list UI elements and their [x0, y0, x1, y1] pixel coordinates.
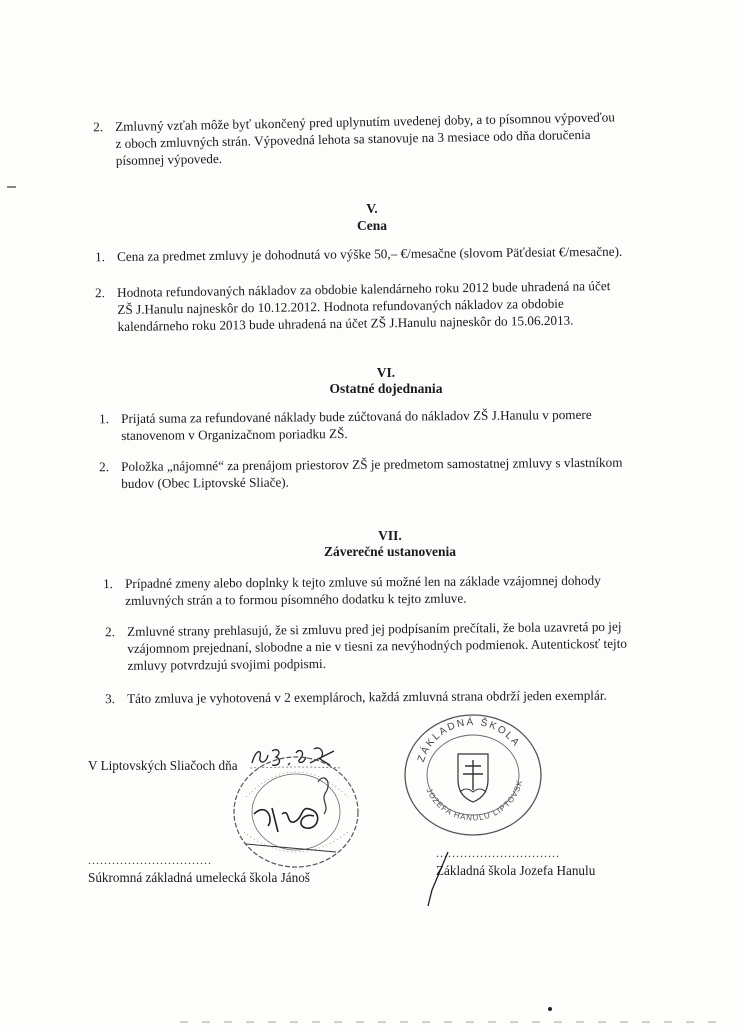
section-vi-number: VI. [376, 365, 396, 380]
section-v-item-2 [95, 277, 611, 335]
section-vi-item-2 [99, 454, 623, 492]
item-number: 2. [99, 459, 110, 475]
section-vii-item-3 [105, 687, 607, 707]
item-line: zmluvných strán a to formou písomného dodatku k tejto zmluve. [125, 590, 467, 608]
section-vi-title: Ostatné dojednania [329, 381, 443, 396]
item-line: Cena za predmet zmluvy je dohodnutá vo výške 50,– €/mesačne (slovom Päťdesiat €/mesačne). [117, 243, 623, 264]
item-line: vzájomnom prejednaní, slobodne a nie v tiesni za nevýhodných podmienok. Autentickosť tejto [127, 635, 628, 656]
left-signature-dots: ............................... [88, 853, 212, 867]
item-line: zmluvy potvrdzujú svojimi podpismi. [127, 655, 327, 673]
item-line: Prijatá suma za refundované náklady bude zúčtovaná do nákladov ZŠ J.Hanulu v pomere [121, 406, 592, 426]
section-iv-item-2 [93, 108, 616, 169]
right-signature-scribble [422, 850, 452, 915]
item-number: 1. [95, 249, 106, 265]
section-vii-title: Záverečné ustanovenia [323, 544, 457, 559]
item-line: z oboch zmluvných strán. Výpovedná lehota sa stanovuje na 3 mesiace odo dňa doručenia [115, 126, 591, 151]
section-vi-item-1 [99, 406, 592, 444]
item-line: stanovenom v Organizačnom poriadku ZŠ. [121, 426, 348, 443]
item-line: Zmluvný vzťah môže byť ukončený pred uplynutím uvedenej doby, a to písomnou výpoveďou [115, 109, 616, 134]
left-school-stamp [226, 752, 366, 877]
item-line: písomnej výpovede. [115, 150, 223, 168]
section-vii-item-2 [105, 618, 628, 674]
item-line: Zmluvné strany prehlasujú, že si zmluvu pred jej podpísaním prečítali, že bola uzavretá po jej [127, 618, 622, 639]
scan-bottom-dashes [180, 1012, 720, 1030]
item-line: Táto zmluva je vyhotovená v 2 exemplároch, každá zmluvná strana obdrží jeden exemplár. [127, 687, 607, 706]
right-signature-dots: ............................... [436, 846, 560, 860]
item-number: 2. [105, 624, 116, 640]
item-number: 3. [105, 691, 116, 707]
item-number: 1. [99, 411, 110, 427]
svg-text:ZÁKLADNÁ ŠKOLA: ZÁKLADNÁ ŠKOLA [415, 716, 523, 764]
section-vii-item-1 [103, 572, 601, 609]
place-date-label: V Liptovských Sliačoch dňa [88, 758, 238, 773]
section-v-item-1 [95, 243, 623, 265]
item-number: 2. [93, 119, 104, 135]
item-number: 2. [95, 285, 106, 301]
item-line: Prípadné zmeny alebo doplnky k tejto zmluve sú možné len na základe vzájomnej dohody [125, 572, 601, 591]
section-v-title: Cena [357, 218, 387, 233]
item-line: kalendárneho roku 2013 bude uhradená na účet ZŠ J.Hanulu najneskôr do 15.06.2013. [117, 312, 574, 334]
section-v-number: V. [366, 201, 378, 216]
item-line: Hodnota refundovaných nákladov za obdobie kalendárneho roku 2012 bude uhradená na účet [117, 278, 611, 300]
right-party-label: Základná škola Jozefa Hanulu [436, 863, 596, 878]
item-line: budov (Obec Liptovské Sliače). [121, 474, 290, 491]
item-number: 1. [103, 576, 114, 592]
margin-mark [6, 176, 18, 194]
item-line: Položka „nájomné“ za prenájom priestorov ZŠ je predmetom samostatnej zmluvy s vlastníkom [121, 454, 623, 474]
svg-text:JOZEFA HANULU LIPTOVSKÉ SLIAČE: JOZEFA HANULU LIPTOVSK [424, 778, 525, 823]
left-party-label: Súkromná základná umelecká škola Jánoš [88, 870, 310, 885]
right-school-stamp [398, 710, 548, 845]
section-vii-number: VII. [378, 528, 402, 543]
item-line: ZŠ J.Hanulu najneskôr do 10.12.2012. Hodnota refundovaných nákladov za obdobie [117, 295, 564, 317]
